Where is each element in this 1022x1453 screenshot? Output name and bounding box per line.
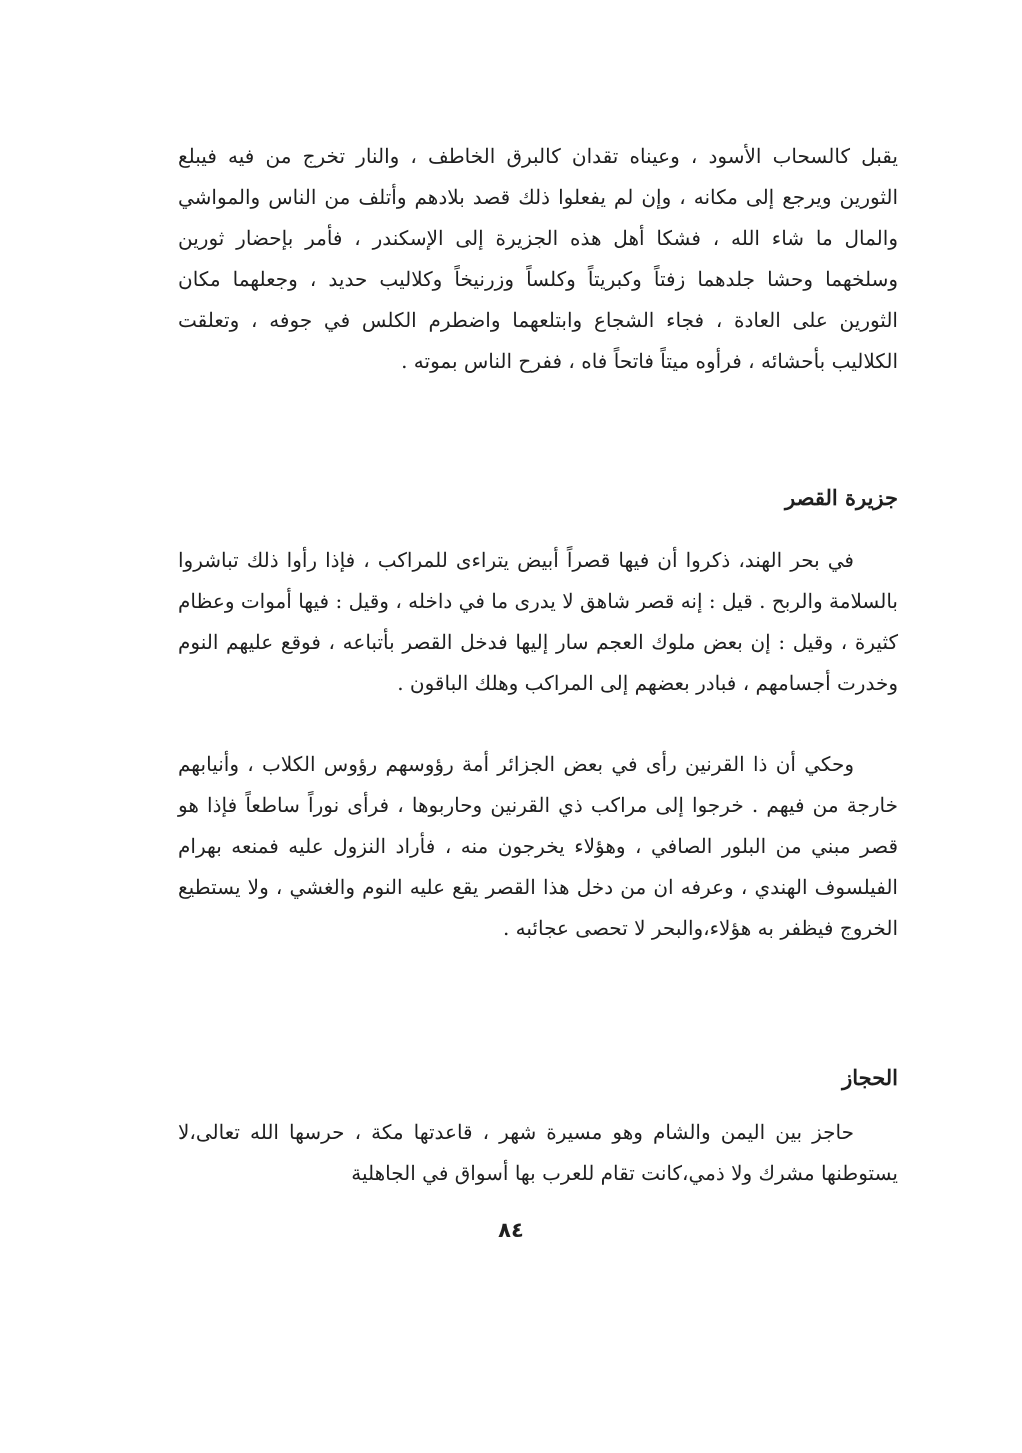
page-number: ٨٤ bbox=[498, 1218, 524, 1242]
section-heading-palace-island: جزيرة القصر bbox=[785, 485, 898, 510]
paragraph-dragon-story: يقبل كالسحاب الأسود ، وعيناه تقدان كالبرق الخاطف ، والنار تخرج من فيه فيبلع الثورين ويرجع إلى مكانه ، وإن لم يفعلوا ذلك قصد بلادهم وأتلف من الناس والمواشي والمال ما شاء الله ، فشكا أهل هذه الجزيرة إلى الإسكندر ، فأمر بإحضار ثورين وسلخهما وحشا جلدهما زفتاً وكبريتاً وكلساً وزرنيخاً وكلاليب حديد ، وجعلهما مكان الثورين على العادة ، فجاء الشجاع وابتلعهما واضطرم الكلس في جوفه ، وتعلقت الكلاليب بأحشائه ، فرأوه ميتاً فاتحاً فاه ، ففرح الناس بموته . bbox=[178, 144, 898, 373]
paragraph-palace-island: في بحر الهند، ذكروا أن فيها قصراً أبيض يتراءى للمراكب ، فإذا رأوا ذلك تباشروا بالسلامة والربح . قيل : إنه قصر شاهق لا يدرى ما في داخله ، وقيل : فيها أموات وعظام كثيرة ، وقيل : إن بعض ملوك العجم سار إليها فدخل القصر بأتباعه ، فوقع عليهم النوم وخدرت أجسامهم ، فبادر بعضهم إلى المراكب وهلك الباقون . bbox=[178, 548, 898, 695]
paragraph-hijaz: حاجز بين اليمن والشام وهو مسيرة شهر ، قاعدتها مكة ، حرسها الله تعالى،لا يستوطنها مشرك ولا ذمي،كانت تقام للعرب بها أسواق في الجاهلية bbox=[178, 1120, 898, 1185]
paragraph-dhul-qarnayn: وحكي أن ذا القرنين رأى في بعض الجزائر أمة رؤوسهم رؤوس الكلاب ، وأنيابهم خارجة من فيهم . خرجوا إلى مراكب ذي القرنين وحاربوها ، فرأى نوراً ساطعاً فإذا هو قصر مبني من البلور الصافي ، وهؤلاء يخرجون منه ، فأراد النزول عليه فمنعه بهرام الفيلسوف الهندي ، وعرفه ان من دخل هذا القصر يقع عليه النوم والغشي ، ولا يستطيع الخروج فيظفر به هؤلاء،والبحر لا تحصى عجائبه . bbox=[178, 752, 898, 940]
section-heading-hijaz: الحجاز bbox=[842, 1065, 898, 1090]
